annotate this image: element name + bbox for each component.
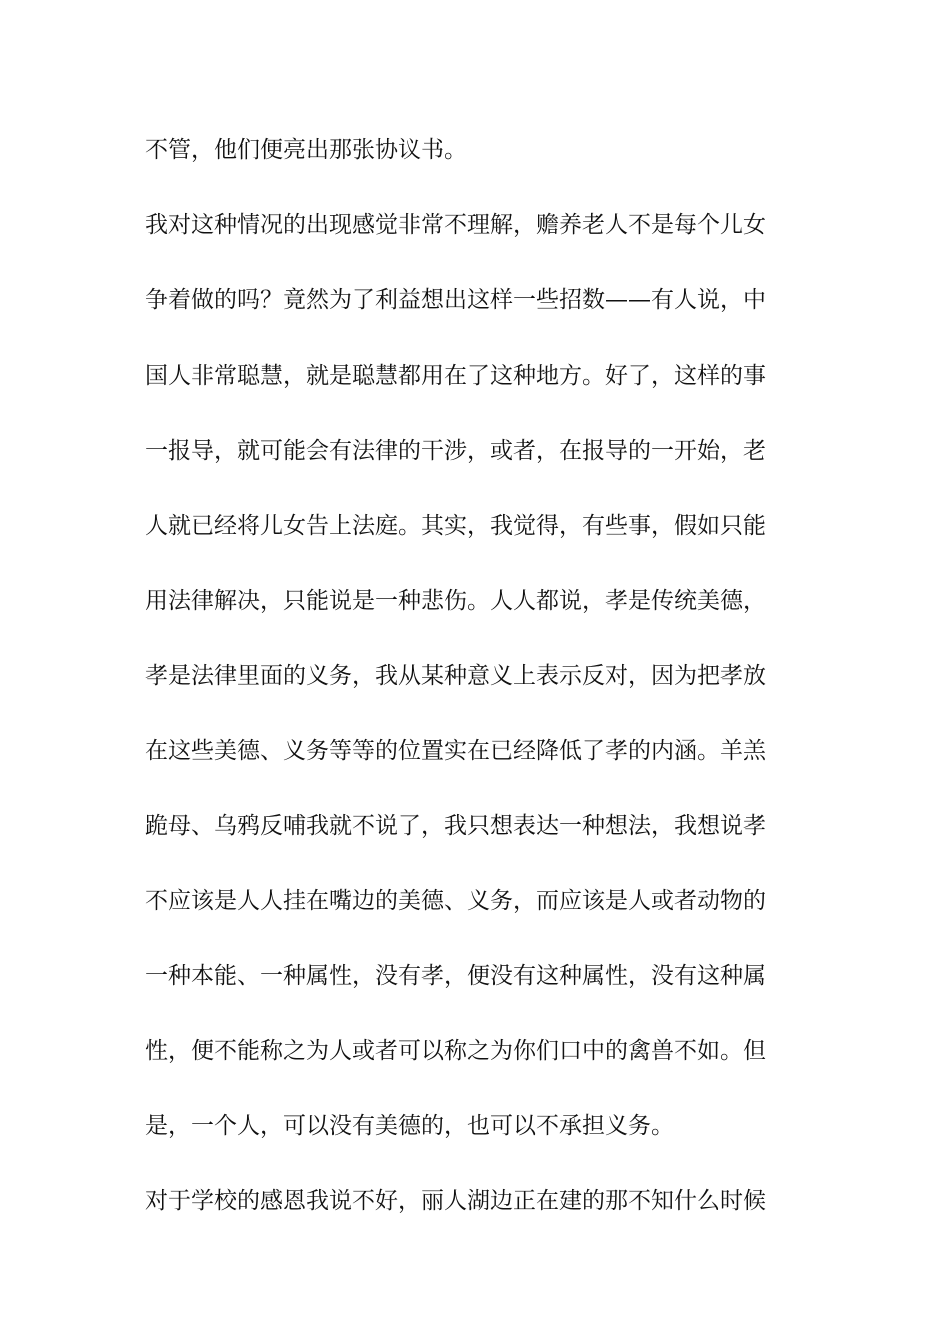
text-line: 国人非常聪慧，就是聪慧都用在了这种地方。好了，这样的事 — [145, 363, 766, 389]
text-line: 性，便不能称之为人或者可以称之为你们口中的禽兽不如。但 — [145, 1038, 766, 1064]
text-line: 用法律解决，只能说是一种悲伤。人人都说，孝是传统美德， — [145, 588, 766, 614]
text-line: 我对这种情况的出现感觉非常不理解，赡养老人不是每个儿女 — [145, 212, 766, 238]
text-line: 在这些美德、义务等等的位置实在已经降低了孝的内涵。羊羔 — [145, 738, 766, 764]
text-line: 一种本能、一种属性，没有孝，便没有这种属性，没有这种属 — [145, 963, 766, 989]
text-line: 孝是法律里面的义务，我从某种意义上表示反对，因为把孝放 — [145, 663, 766, 689]
text-line: 争着做的吗？竟然为了利益想出这样一些招数——有人说，中 — [145, 287, 766, 313]
text-line: 对于学校的感恩我说不好，丽人湖边正在建的那不知什么时候 — [145, 1188, 766, 1214]
text-line: 不应该是人人挂在嘴边的美德、义务，而应该是人或者动物的 — [145, 888, 766, 914]
text-line: 是，一个人，可以没有美德的，也可以不承担义务。 — [145, 1113, 674, 1139]
text-line: 一报导，就可能会有法律的干涉，或者，在报导的一开始，老 — [145, 438, 766, 464]
text-line: 不管，他们便亮出那张协议书。 — [145, 137, 467, 163]
text-line: 跪母、乌鸦反哺我就不说了，我只想表达一种想法，我想说孝 — [145, 813, 766, 839]
text-line: 人就已经将儿女告上法庭。其实，我觉得，有些事，假如只能 — [145, 513, 766, 539]
